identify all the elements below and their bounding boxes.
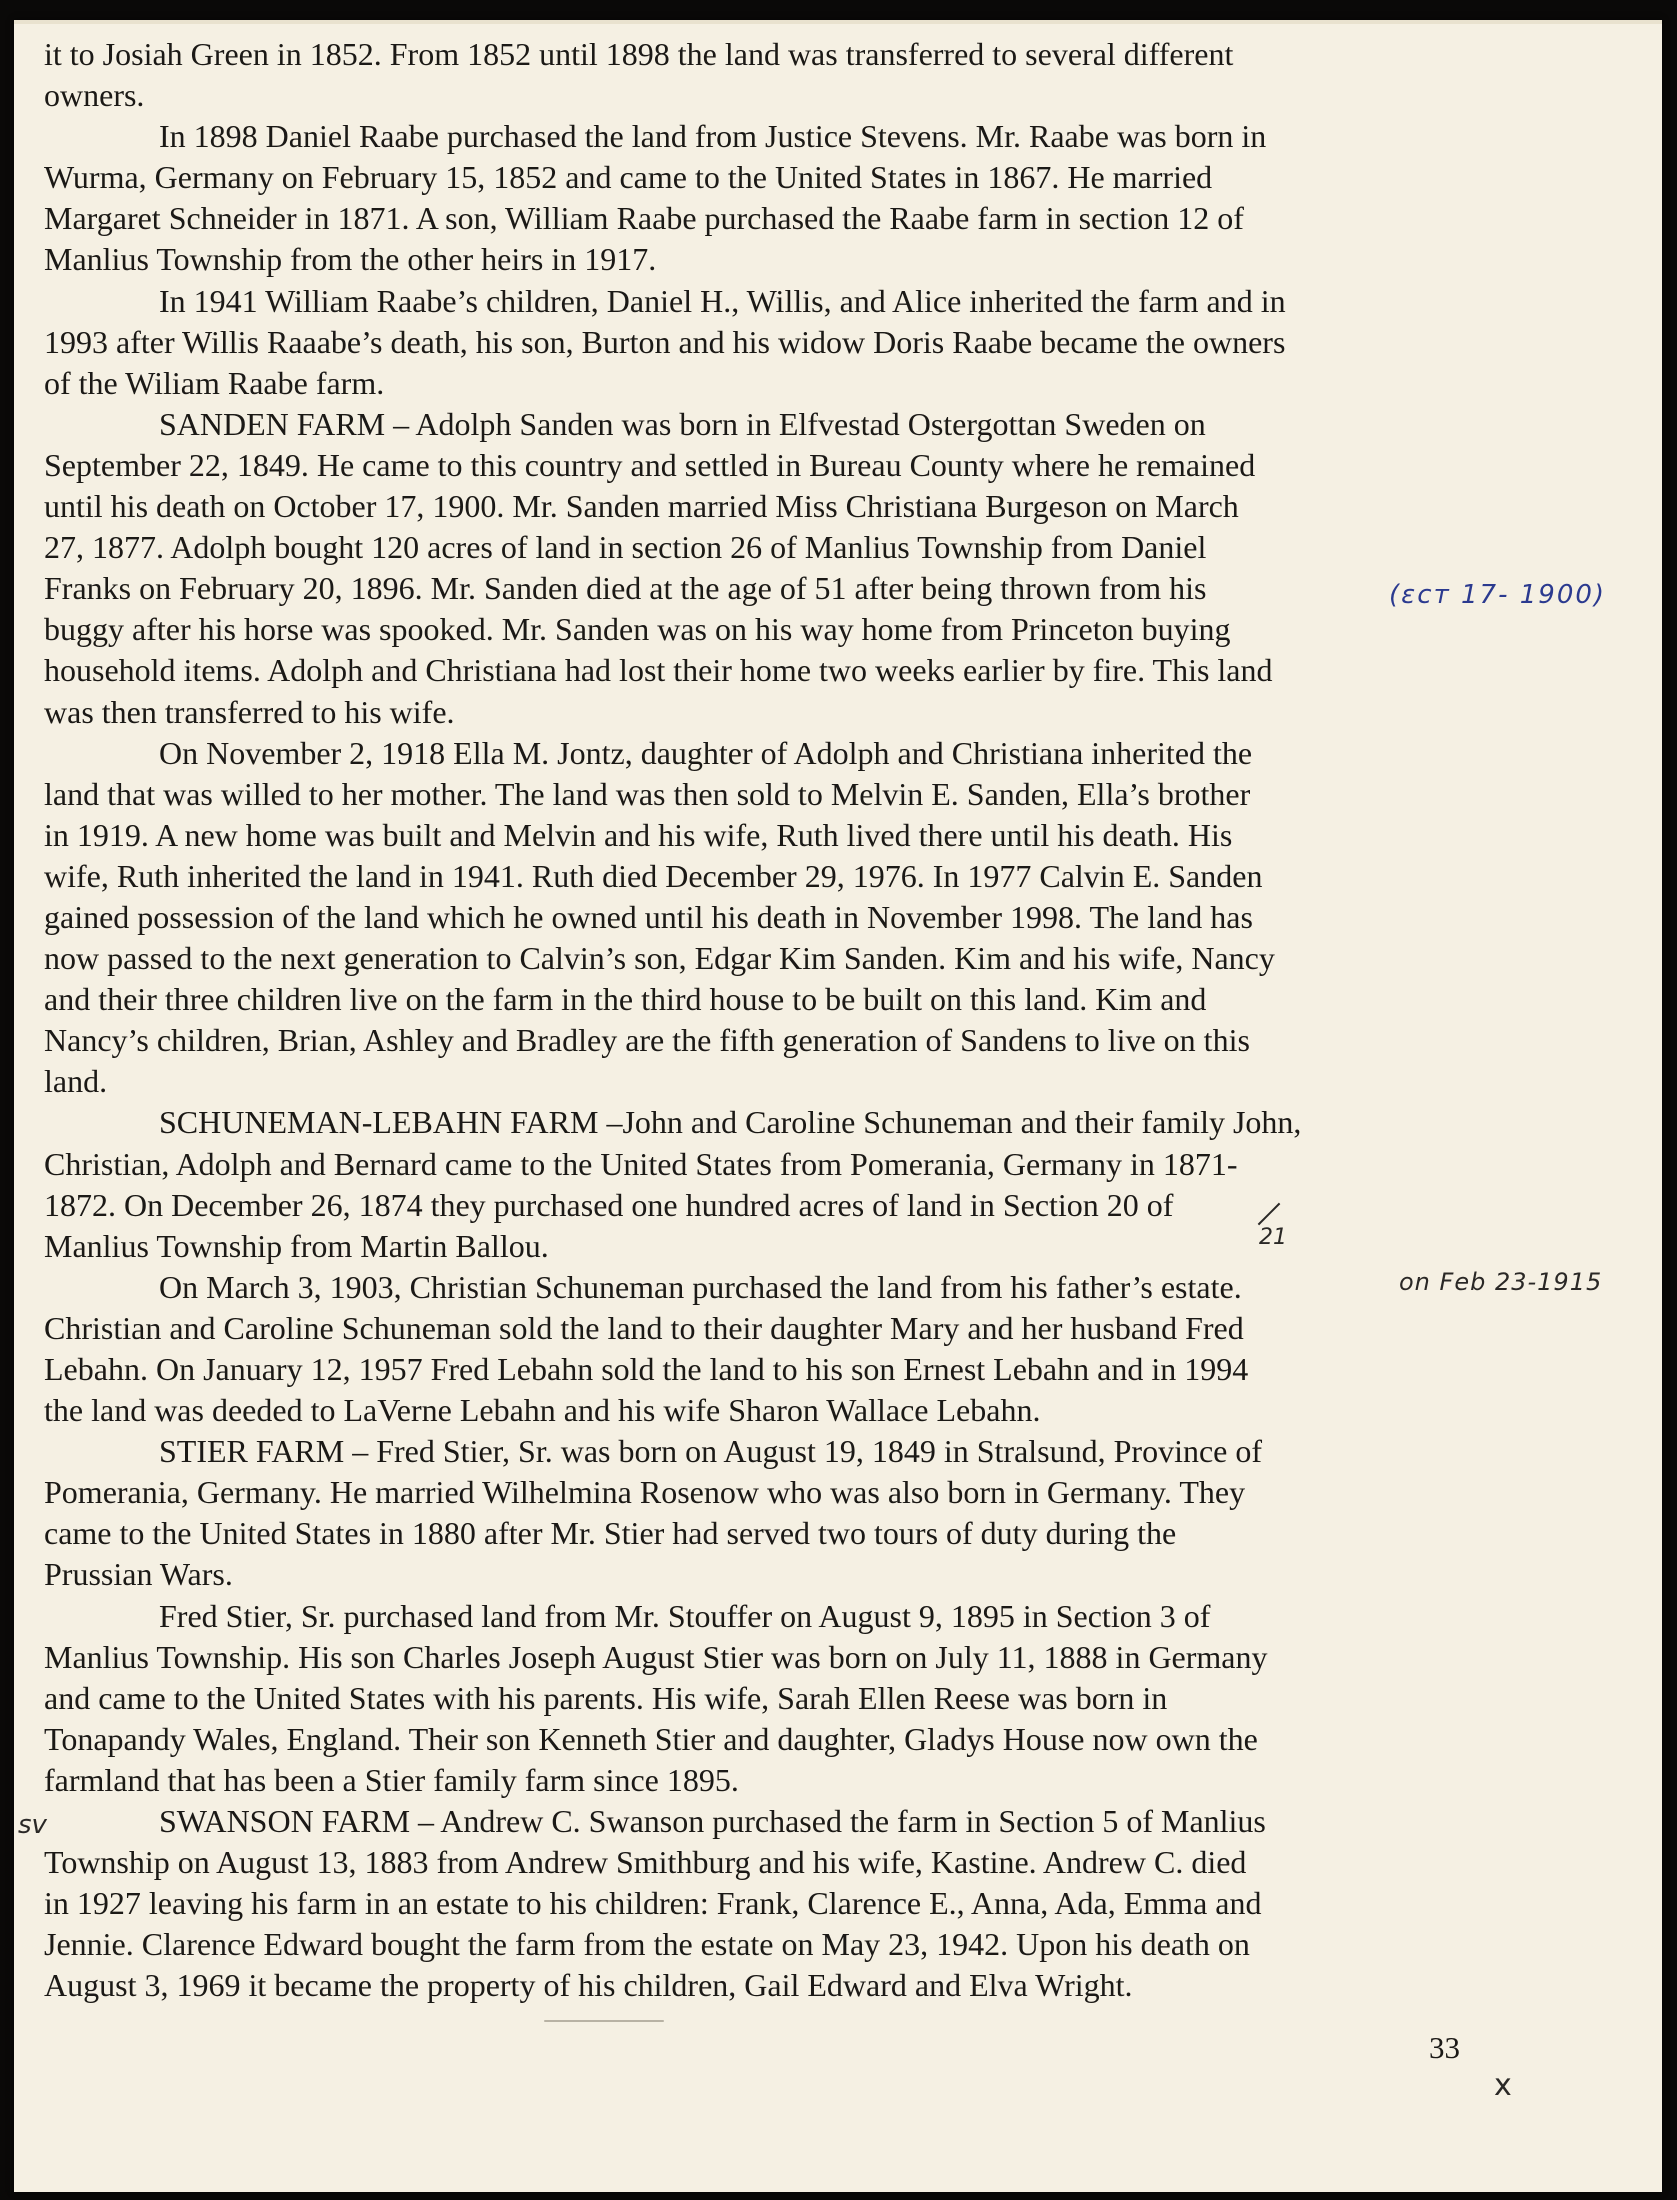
text-line: Pomerania, Germany. He married Wilhelmina Rosenow who was also born in Germany. They	[44, 1474, 1246, 1511]
text-line: buggy after his horse was spooked. Mr. Sanden was on his way home from Princeton buying	[44, 611, 1231, 648]
paragraph	[44, 404, 1474, 733]
text-line: Nancy’s children, Brian, Ashley and Bradley are the fifth generation of Sandens to live on this	[44, 1022, 1250, 1059]
text-line: and came to the United States with his parents. His wife, Sarah Ellen Reese was born in	[44, 1679, 1168, 1716]
text-line: farmland that has been a Stier family farm since 1895.	[44, 1761, 739, 1798]
handwritten-feb-note: on Feb 23-1915	[1399, 1268, 1603, 1296]
paragraph	[44, 733, 1474, 1103]
paragraph	[44, 34, 1474, 116]
paragraph	[44, 116, 1474, 280]
text-line: land.	[44, 1063, 108, 1100]
text-line: the land was deeded to LaVerne Lebahn and his wife Sharon Wallace Lebahn.	[44, 1392, 1041, 1429]
text-line: owners.	[44, 77, 145, 114]
text-line: Christian and Caroline Schuneman sold the land to their daughter Mary and her husband Fred	[44, 1309, 1244, 1346]
text-line: gained possession of the land which he owned until his death in November 1998. The land has	[44, 898, 1253, 935]
handwritten-section-correction: 21	[1259, 1225, 1287, 1250]
text-line: Margaret Schneider in 1871. A son, William Raabe purchased the Raabe farm in section 12 of	[44, 200, 1244, 237]
text-line: wife, Ruth inherited the land in 1941. Ruth died December 29, 1976. In 1977 Calvin E. Sanden	[44, 857, 1263, 894]
paragraph	[44, 1267, 1474, 1431]
text-line: SANDEN FARM – Adolph Sanden was born in Elfvestad Ostergottan Sweden on	[159, 405, 1206, 442]
text-line: was then transferred to his wife.	[44, 693, 455, 730]
text-line: and their three children live on the farm in the third house to be built on this land. Kim and	[44, 981, 1207, 1018]
text-line: SCHUNEMAN-LEBAHN FARM –John and Caroline Schuneman and their family John,	[159, 1104, 1302, 1141]
paragraph	[44, 1596, 1474, 1801]
text-line: Manlius Township from Martin Ballou.	[44, 1227, 549, 1264]
handwritten-date-note: (ɛcт 17- 1900)	[1389, 580, 1607, 610]
text-line: household items. Adolph and Christiana had lost their home two weeks earlier by fire. This land	[44, 652, 1273, 689]
text-line: Fred Stier, Sr. purchased land from Mr. Stouffer on August 9, 1895 in Section 3 of	[159, 1597, 1211, 1634]
text-line: September 22, 1849. He came to this country and settled in Bureau County where he remained	[44, 446, 1256, 483]
text-line: SWANSON FARM – Andrew C. Swanson purchased the farm in Section 5 of Manlius	[159, 1803, 1266, 1840]
handwritten-x-mark: x	[1494, 2068, 1512, 2103]
text-line: Township on August 13, 1883 from Andrew Smithburg and his wife, Kastine. Andrew C. died	[44, 1844, 1247, 1881]
text-line: Christian, Adolph and Bernard came to the United States from Pomerania, Germany in 1871-	[44, 1145, 1238, 1182]
page-number: 33	[1429, 2030, 1460, 2065]
text-line: until his death on October 17, 1900. Mr. Sanden married Miss Christiana Burgeson on March	[44, 488, 1239, 525]
handwritten-margin-mark: sv	[18, 1810, 47, 1840]
text-line: August 3, 1969 it became the property of his children, Gail Edward and Elva Wright.	[44, 1967, 1133, 2004]
text-line: On November 2, 1918 Ella M. Jontz, daughter of Adolph and Christiana inherited the	[159, 734, 1253, 771]
text-line: Tonapandy Wales, England. Their son Kenneth Stier and daughter, Gladys House now own the	[44, 1720, 1258, 1757]
text-line: it to Josiah Green in 1852. From 1852 until 1898 the land was transferred to several different	[44, 36, 1234, 72]
text-line: came to the United States in 1880 after Mr. Stier had served two tours of duty during the	[44, 1515, 1177, 1552]
text-line: Franks on February 20, 1896. Mr. Sanden died at the age of 51 after being thrown from his	[44, 570, 1207, 607]
pencil-underline	[544, 2020, 664, 2022]
text-line: Wurma, Germany on February 15, 1852 and came to the United States in 1867. He married	[44, 159, 1213, 196]
text-line: Lebahn. On January 12, 1957 Fred Lebahn sold the land to his son Ernest Lebahn and in 1994	[44, 1351, 1249, 1387]
text-line: In 1941 William Raabe’s children, Daniel H., Willis, and Alice inherited the farm and in	[159, 282, 1286, 319]
text-line: On March 3, 1903, Christian Schuneman purchased the land from his father’s estate.	[159, 1268, 1242, 1305]
text-line: of the Wiliam Raabe farm.	[44, 364, 385, 401]
text-line: Prussian Wars.	[44, 1556, 233, 1593]
text-line: in 1919. A new home was built and Melvin and his wife, Ruth lived there until his death. His	[44, 816, 1233, 853]
text-line: Manlius Township. His son Charles Joseph August Stier was born on July 11, 1888 in Germany	[44, 1638, 1268, 1675]
paragraph	[44, 1801, 1474, 2006]
paragraph	[44, 281, 1474, 404]
text-line: Manlius Township from the other heirs in 1917.	[44, 241, 657, 278]
text-line: now passed to the next generation to Calvin’s son, Edgar Kim Sanden. Kim and his wife, Nancy	[44, 940, 1275, 977]
paragraph	[44, 1431, 1474, 1595]
text-line: Jennie. Clarence Edward bought the farm from the estate on May 23, 1942. Upon his death on	[44, 1926, 1250, 1963]
text-line: In 1898 Daniel Raabe purchased the land from Justice Stevens. Mr. Raabe was born in	[159, 118, 1267, 155]
text-line: STIER FARM – Fred Stier, Sr. was born on August 19, 1849 in Stralsund, Province of	[159, 1433, 1263, 1470]
text-line: land that was willed to her mother. The land was then sold to Melvin E. Sanden, Ella’s brother	[44, 775, 1251, 812]
text-line: in 1927 leaving his farm in an estate to his children: Frank, Clarence E., Anna, Ada, Emma and	[44, 1885, 1262, 1922]
text-line: 1872. On December 26, 1874 they purchased one hundred acres of land in Section 20 of	[44, 1186, 1174, 1223]
text-line: 1993 after Willis Raaabe’s death, his son, Burton and his widow Doris Raabe became the owners	[44, 323, 1286, 360]
document-page	[14, 20, 1662, 2192]
document-body	[44, 34, 1474, 2007]
text-line: 27, 1877. Adolph bought 120 acres of land in section 26 of Manlius Township from Daniel	[44, 529, 1207, 566]
